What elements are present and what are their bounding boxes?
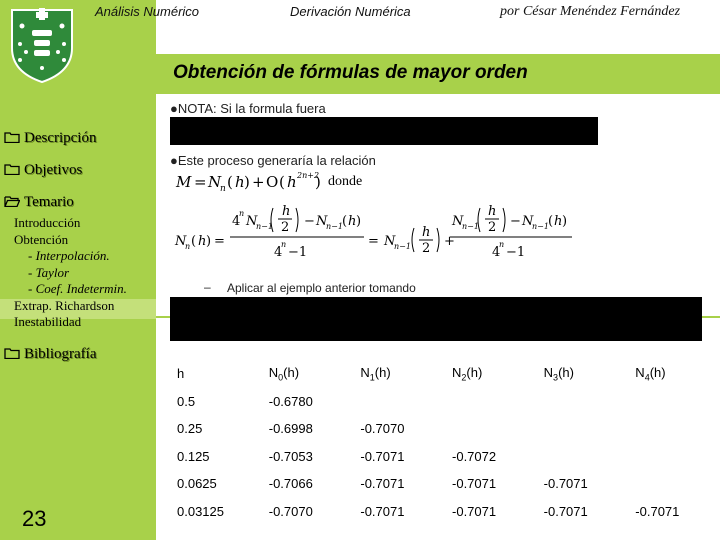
svg-text:(: ( bbox=[191, 234, 197, 249]
svg-text:−: − bbox=[510, 214, 521, 229]
table-cell: 0.03125 bbox=[177, 503, 224, 519]
table-cell: 0.0625 bbox=[177, 476, 217, 492]
table-cell: -0.7071 bbox=[543, 476, 588, 492]
table-cell: -0.7070 bbox=[360, 421, 405, 437]
apply-dash: – bbox=[204, 280, 211, 294]
svg-text:n: n bbox=[281, 240, 287, 249]
richardson-recurrence-formula bbox=[170, 200, 580, 266]
svg-text:N: N bbox=[522, 214, 534, 229]
svg-text:N: N bbox=[175, 234, 187, 249]
table-cell: -0.7071 bbox=[360, 476, 405, 492]
header-n4: $N_4(h)$ bbox=[635, 364, 666, 383]
svg-text:−1: −1 bbox=[506, 245, 526, 260]
apply-text: Aplicar al ejemplo anterior tomando bbox=[227, 281, 416, 295]
svg-text:h: h bbox=[348, 214, 357, 229]
redacted-parameters-bar bbox=[170, 297, 702, 341]
svg-text:N: N bbox=[208, 173, 222, 191]
results-table bbox=[170, 360, 720, 525]
table-row bbox=[170, 498, 720, 526]
table-cell: -0.7071 bbox=[635, 503, 680, 519]
svg-text:h: h bbox=[235, 173, 245, 191]
note-text: NOTA: Si la formula fuera bbox=[177, 101, 326, 116]
svg-text:h: h bbox=[554, 214, 563, 229]
folder-icon bbox=[4, 131, 20, 143]
nav-descripcion[interactable] bbox=[4, 130, 96, 147]
table-cell bbox=[445, 388, 537, 416]
results-table-wrap bbox=[170, 360, 720, 525]
nav-objetivos[interactable] bbox=[4, 162, 82, 179]
svg-text:h: h bbox=[488, 204, 497, 219]
svg-text:−1: −1 bbox=[288, 245, 308, 260]
svg-text:2: 2 bbox=[422, 241, 431, 256]
header-n2: $N_2(h)$ bbox=[452, 364, 483, 383]
temario-item-introduccion[interactable]: Introducción bbox=[14, 215, 81, 230]
table-cell bbox=[628, 470, 720, 498]
header-n3: $N_3(h)$ bbox=[543, 364, 574, 383]
folder-icon bbox=[4, 163, 20, 175]
svg-text:O: O bbox=[266, 173, 279, 191]
temario-item-obtencion[interactable]: Obtención bbox=[14, 231, 69, 247]
table-cell bbox=[445, 415, 537, 443]
table-cell: -0.7072 bbox=[452, 448, 497, 464]
nav-label: Temario bbox=[24, 194, 74, 210]
svg-text:−: − bbox=[304, 214, 315, 229]
svg-text:N: N bbox=[452, 214, 464, 229]
temario-item-extrap-richardson[interactable]: Extrap. Richardson bbox=[14, 297, 115, 313]
temario-list bbox=[14, 215, 127, 331]
header-n1: $N_1(h)$ bbox=[360, 364, 391, 383]
table-cell: -0.7071 bbox=[543, 503, 588, 519]
svg-text:+: + bbox=[444, 234, 455, 249]
svg-text:=: = bbox=[214, 234, 225, 249]
temario-item-taylor[interactable]: - Taylor bbox=[28, 264, 70, 280]
svg-text:): ) bbox=[206, 234, 212, 249]
nav-temario[interactable] bbox=[4, 194, 74, 211]
svg-text:(: ( bbox=[548, 214, 554, 229]
svg-text:4: 4 bbox=[492, 245, 501, 260]
svg-text:n−1: n−1 bbox=[532, 222, 549, 231]
process-text: Este proceso generaría la relación bbox=[177, 153, 376, 168]
table-cell: -0.6780 bbox=[268, 393, 313, 409]
table-cell bbox=[628, 415, 720, 443]
table-row bbox=[170, 443, 720, 471]
course-title: Análisis Numérico bbox=[95, 4, 200, 19]
svg-text:n: n bbox=[220, 184, 226, 194]
table-cell bbox=[628, 443, 720, 471]
slide-title: Obtención de fórmulas de mayor orden bbox=[173, 62, 528, 83]
table-cell: -0.7053 bbox=[268, 448, 313, 464]
topic-title: Derivación Numérica bbox=[290, 4, 411, 19]
table-cell: -0.7071 bbox=[452, 503, 497, 519]
svg-text:n: n bbox=[239, 209, 245, 218]
table-row bbox=[170, 470, 720, 498]
svg-text:(: ( bbox=[279, 173, 285, 191]
table-cell bbox=[628, 388, 720, 416]
redacted-formula-bar bbox=[170, 117, 598, 145]
folder-icon bbox=[4, 347, 20, 359]
table-cell: 0.125 bbox=[177, 448, 210, 464]
author-credit: por César Menéndez Fernández bbox=[500, 4, 681, 19]
svg-text:+: + bbox=[252, 173, 265, 191]
svg-text:4: 4 bbox=[232, 214, 241, 229]
svg-text:n: n bbox=[185, 242, 191, 251]
svg-text:): ) bbox=[562, 214, 568, 229]
svg-text:n−1: n−1 bbox=[256, 222, 273, 231]
temario-item-inestabilidad[interactable]: Inestabilidad bbox=[14, 314, 82, 329]
note-bullet: ●NOTA: Si la formula fuera bbox=[170, 101, 326, 116]
svg-text:N: N bbox=[384, 234, 396, 249]
table-cell bbox=[537, 388, 629, 416]
svg-text:2: 2 bbox=[281, 220, 290, 235]
svg-text:M: M bbox=[176, 173, 192, 191]
svg-text:N: N bbox=[316, 214, 328, 229]
svg-text:n−1: n−1 bbox=[462, 222, 479, 231]
table-row bbox=[170, 388, 720, 416]
table-header-row bbox=[170, 360, 720, 388]
svg-text:h: h bbox=[282, 204, 291, 219]
svg-text:2: 2 bbox=[488, 220, 497, 235]
table-cell: 0.5 bbox=[177, 393, 196, 409]
header-n0: $N_0(h)$ bbox=[268, 364, 300, 383]
table-cell bbox=[537, 415, 629, 443]
svg-text:2n+2: 2n+2 bbox=[297, 171, 320, 180]
table-cell: -0.7071 bbox=[360, 503, 405, 519]
svg-text:(: ( bbox=[227, 173, 233, 191]
svg-text:n−1: n−1 bbox=[326, 222, 343, 231]
temario-item-coef-indetermin[interactable]: - Coef. Indetermin. bbox=[28, 281, 127, 296]
svg-text:n−1: n−1 bbox=[394, 242, 411, 251]
table-row bbox=[170, 415, 720, 443]
svg-text:=: = bbox=[368, 234, 379, 249]
where-label: donde bbox=[328, 174, 363, 189]
svg-text:): ) bbox=[315, 173, 321, 191]
nav-bibliografia[interactable] bbox=[4, 346, 96, 363]
svg-text:h: h bbox=[198, 234, 207, 249]
table-cell: -0.7066 bbox=[268, 476, 313, 492]
svg-text:(: ( bbox=[342, 214, 348, 229]
table-cell: 0.25 bbox=[177, 421, 203, 437]
svg-text:h: h bbox=[287, 173, 297, 191]
svg-text:): ) bbox=[244, 173, 250, 191]
svg-text:4: 4 bbox=[274, 245, 283, 260]
svg-text:h: h bbox=[422, 225, 431, 240]
university-crest-icon bbox=[6, 4, 78, 84]
nav-label: Descripción bbox=[24, 130, 97, 146]
table-cell bbox=[353, 388, 445, 416]
process-bullet: ●Este proceso generaría la relación bbox=[170, 153, 376, 168]
nav-label: Objetivos bbox=[24, 162, 83, 178]
svg-text:): ) bbox=[356, 214, 362, 229]
svg-text:=: = bbox=[194, 173, 207, 191]
table-cell: -0.7071 bbox=[360, 448, 405, 464]
table-cell bbox=[537, 443, 629, 471]
svg-text:n: n bbox=[499, 240, 505, 249]
page-number: 23 bbox=[22, 506, 47, 531]
table-cell: -0.7071 bbox=[452, 476, 497, 492]
svg-text:N: N bbox=[246, 214, 258, 229]
open-folder-icon bbox=[4, 195, 20, 207]
nav-label: Bibliografía bbox=[24, 346, 97, 362]
temario-item-interpolacion[interactable]: - Interpolación. bbox=[28, 248, 110, 263]
table-cell: -0.7070 bbox=[268, 503, 313, 519]
table-cell: -0.6998 bbox=[268, 421, 313, 437]
header-h: h bbox=[177, 366, 185, 382]
